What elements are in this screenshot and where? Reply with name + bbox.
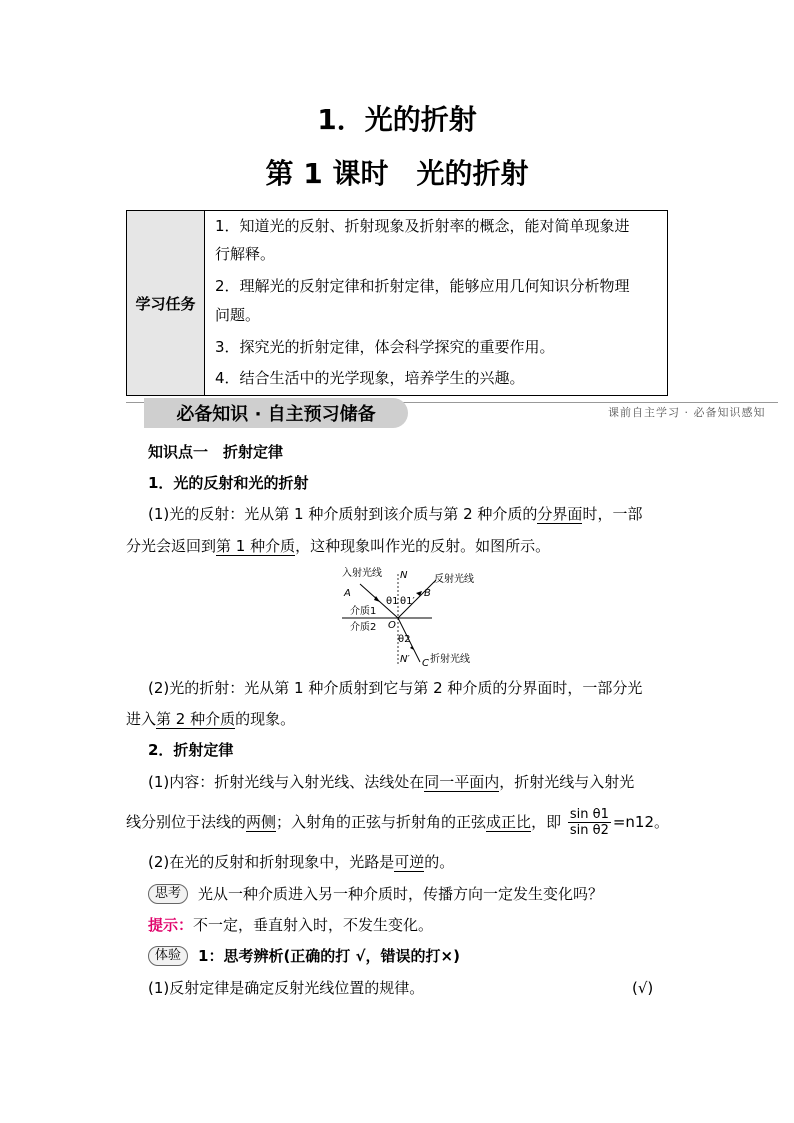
label-theta1: θ1 (386, 596, 399, 607)
label-n: N (400, 570, 408, 581)
section-banner: 必备知识 · 自主预习储备 (144, 398, 408, 428)
banner-subtitle: 课前自主学习 · 必备知识感知 (608, 406, 766, 419)
label-theta2: θ2 (398, 634, 411, 645)
law-content-line2: 线分别位于法线的两侧；入射角的正弦与折射角的正弦成正比，即 $\frac{\text{sin θ1}}{\text{sin θ2}}$ =n12。 (126, 807, 670, 838)
page-title: 1．光的折射 (317, 103, 477, 136)
learning-task-table (126, 210, 668, 396)
subheading-1: 1．光的反射和光的折射 (148, 474, 309, 492)
paragraph-refraction-line2: 进入第 2 种介质的现象。 (126, 710, 296, 728)
hint-line: 提示：不一定，垂直射入时，不发生变化。 (148, 916, 434, 934)
label-refracted: 折射光线 (430, 654, 470, 665)
label-c: C (422, 658, 429, 669)
exercise-item-1: (1)反射定律是确定反射光线位置的规律。 (148, 979, 425, 997)
label-medium2: 介质2 (350, 622, 377, 633)
task-label: 学习任务 (127, 211, 205, 395)
reflection-refraction-diagram (336, 566, 486, 670)
exercise-answer-1: (√) (632, 979, 654, 997)
paragraph-refraction-line1: (2)光的折射：光从第 1 种介质射到它与第 2 种介质的分界面时，一部分光 (148, 679, 643, 697)
label-theta1-prime: θ1′ (400, 596, 415, 607)
label-incident: 入射光线 (342, 568, 382, 579)
task-item: 1．知道光的反射、折射现象及折射率的概念，能对简单现象进 (215, 217, 630, 235)
experience-line: 体验 1：思考辨析(正确的打 √，错误的打×) (148, 940, 460, 973)
paragraph-reflection-line2: 分光会返回到第 1 种介质，这种现象叫作光的反射。如图所示。 (126, 537, 551, 555)
label-o: O (388, 620, 396, 631)
snell-fraction: $\frac{\text{sin θ1}}{\text{sin θ2}}$ (569, 807, 609, 838)
task-item: 行解释。 (215, 245, 276, 263)
task-item: 3．探究光的折射定律，体会科学探究的重要作用。 (215, 338, 555, 356)
knowledge-heading: 知识点一 折射定律 (148, 443, 284, 461)
label-a: A (344, 588, 351, 599)
task-item: 2．理解光的反射定律和折射定律，能够应用几何知识分析物理 (215, 277, 630, 295)
reversibility-line: (2)在光的反射和折射现象中，光路是可逆的。 (148, 853, 455, 871)
experience-tag: 体验 (148, 946, 188, 966)
think-tag: 思考 (148, 884, 188, 904)
task-item: 4．结合生活中的光学现象，培养学生的兴趣。 (215, 369, 525, 387)
label-b: B (424, 588, 431, 599)
lesson-title: 第 1 课时 光的折射 (265, 157, 529, 190)
label-reflected: 反射光线 (434, 574, 474, 585)
paragraph-reflection-line1: (1)光的反射：光从第 1 种介质射到该介质与第 2 种介质的分界面时，一部 (148, 505, 643, 523)
label-medium1: 介质1 (350, 606, 377, 617)
think-line: 思考 光从一种介质进入另一种介质时，传播方向一定发生变化吗？ (148, 878, 603, 911)
subheading-2: 2．折射定律 (148, 741, 234, 759)
task-item: 问题。 (215, 306, 261, 324)
law-content-line1: (1)内容：折射光线与入射光线、法线处在同一平面内，折射光线与入射光 (148, 773, 635, 791)
label-n-prime: N′ (400, 654, 410, 665)
